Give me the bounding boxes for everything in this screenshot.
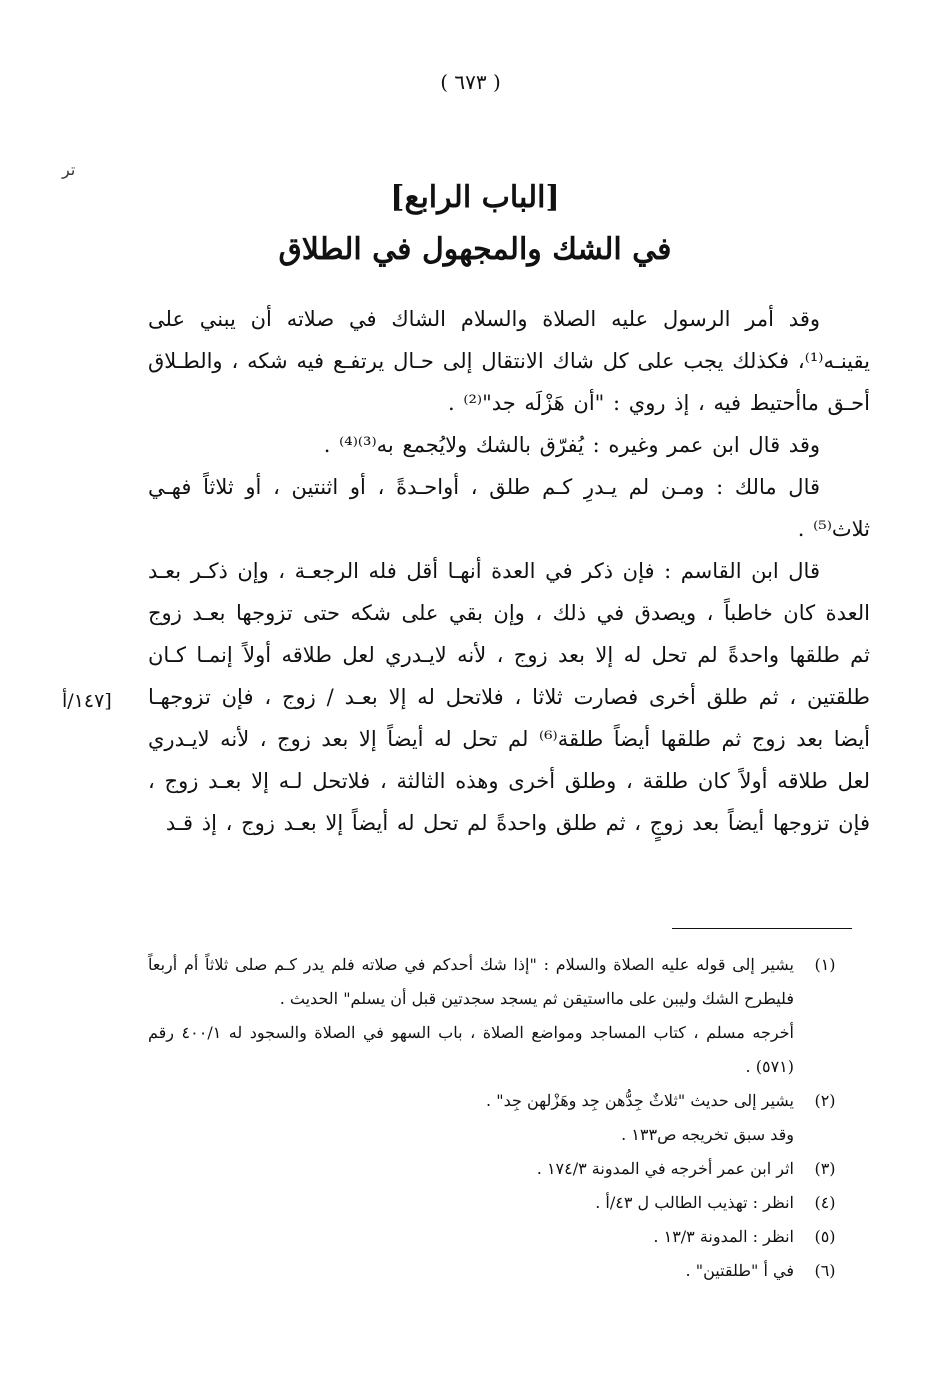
footnote-number: (٦): [814, 1261, 836, 1280]
footnote: [148, 1220, 856, 1254]
paragraph: وقد أمر الرسول عليه الصلاة والسلام الشاك في صلاته أن يبني على يقينـه⁽¹⁾، فكذلك يجب على كل شاك الانتقال إلى حـال يرتفـع فيه شكه ، والطـلاق أحـق ماأحتيط فيه ، إذ روي : "أن هَزْلَه جد"⁽²⁾ .: [148, 307, 870, 415]
chapter-number: [الباب الرابع]: [390, 180, 560, 215]
footnote: [148, 1254, 856, 1288]
footnote: [148, 1084, 856, 1152]
paragraph: قال ابن القاسم : فإن ذكر في العدة أنهـا أقل فله الرجعـة ، وإن ذكـر بعـد العدة كان خاطباً ، ويصدق في ذلك ، وإن بقي على شكه حتى تزوجها بعـد زوج ثم طلقها واحدةً لم تحل له إلا بعد زوج ، لأنه لايـدري لعل طلاقه أولاً إنمـا كـان طلقتين ، ثم طلق أخرى فصارت ثلاثا ، فلاتحل له إلا بعـد / زوج ، فإن تزوجهـا أيضا بعد زوج ثم طلقها أيضاً طلقة⁽⁶⁾ لم تحل له أيضاً إلا بعد زوج ، لأنه لايـدري لعل طلاقه أولاً كان طلقة ، وطلق أخرى وهذه الثالثة ، فلاتحل لـه إلا بعـد زوج ، فإن تزوجها أيضاً بعد زوجٍ ، ثم طلق واحدةً لم تحل له أيضاً إلا بعـد زوج ، إذ قـد: [148, 559, 871, 835]
footnote-number: (٤): [814, 1193, 836, 1212]
manuscript-folio-reference: [١٤٧/أ: [62, 690, 112, 712]
footnote-text: أخرجه مسلم ، كتاب المساجد ومواضع الصلاة ، باب السهو في الصلاة والسجود له ٤٠٠/١ رقم (٥٧١) .: [148, 1023, 794, 1076]
paragraph: وقد قال ابن عمر وغيره : يُفرّق بالشك ولايُجمع به⁽³⁾⁽⁴⁾ .: [323, 433, 820, 457]
chapter-title: في الشك والمجهول في الطلاق: [278, 232, 672, 267]
corner-mark: تر: [62, 160, 76, 179]
chapter-heading: [140, 172, 810, 276]
body-text: [148, 298, 870, 844]
footnote-text: وقد سبق تخريجه ص١٣٣ .: [621, 1125, 794, 1144]
footnote-number: (١): [814, 955, 836, 974]
footnotes: [148, 948, 856, 1288]
footnote-text: اثر ابن عمر أخرجه في المدونة ١٧٤/٣ .: [536, 1159, 794, 1178]
footnote-text: يشير إلى قوله عليه الصلاة والسلام : "إذا شك أحدكم في صلاته فلم يدر كـم صلى ثلاثاً أم أربعاً فليطرح الشك وليبن على مااستيقن ثم يسجد سجدتين قبل أن يسلم" الحديث .: [148, 955, 794, 1008]
footnote-number: (٥): [814, 1227, 836, 1246]
footnote-text: انظر : المدونة ١٣/٣ .: [653, 1227, 794, 1246]
footnote-text: في أ "طلقتين" .: [685, 1261, 794, 1280]
footnote-text: يشير إلى حديث "ثلاثٌ جِدُّهن جِد وهَزْلهن جِد" .: [486, 1091, 794, 1110]
page-number: ( ٦٧٣ ): [440, 70, 501, 94]
footnote-text: انظر : تهذيب الطالب ل ٤٣/أ .: [595, 1193, 794, 1212]
paragraph: قال مالك : ومـن لم يـدرِ كـم طلق ، أواحـدةً ، أو اثنتين ، أو ثلاثاً فهـي ثلاث⁽⁵⁾ .: [148, 475, 870, 541]
footnote-number: (٢): [814, 1091, 836, 1110]
footnote: [148, 1186, 856, 1220]
footnote: [148, 1152, 856, 1186]
footnote-number: (٣): [814, 1159, 836, 1178]
footnote: [148, 948, 856, 1084]
footnote-divider: [672, 928, 852, 929]
